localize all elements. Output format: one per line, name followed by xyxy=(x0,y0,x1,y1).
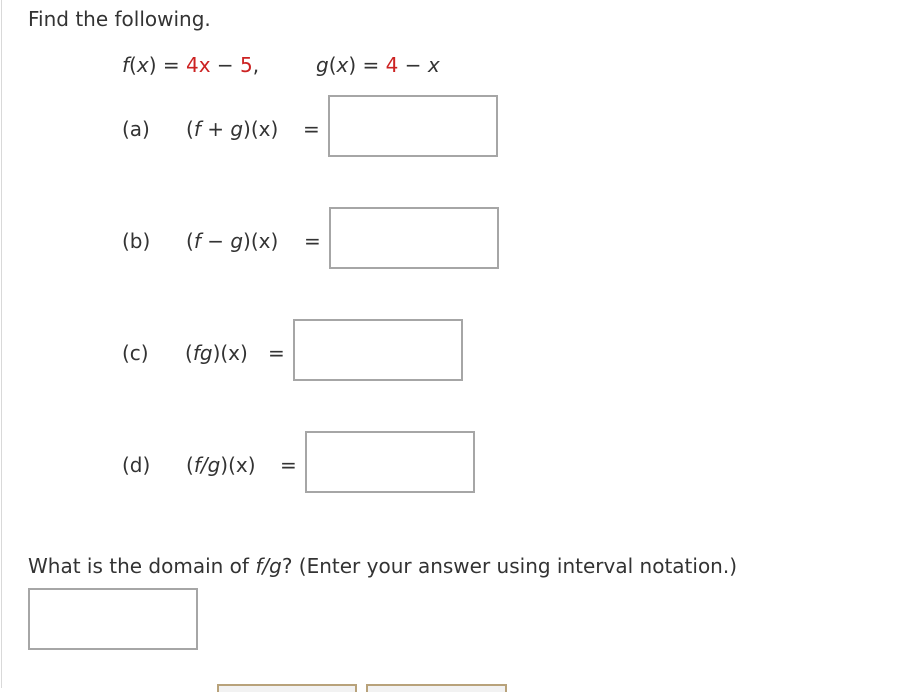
f-definition: f(x) = 4x − 5, xyxy=(122,53,260,77)
domain-question-expr: f/g xyxy=(255,554,282,578)
bottom-button-2[interactable] xyxy=(366,684,507,692)
g-var-term: x xyxy=(427,53,440,77)
part-b-label: (b) xyxy=(122,229,151,253)
instruction-text: Find the following. xyxy=(28,7,211,31)
part-c-label: (c) xyxy=(122,341,149,365)
part-c-open-paren: ( xyxy=(185,341,193,365)
part-d-expression xyxy=(186,453,256,477)
g-name: g xyxy=(316,53,329,77)
f-operator: − xyxy=(216,53,234,77)
part-d-equals: = xyxy=(280,453,297,477)
g-var: x xyxy=(336,53,349,77)
part-a-f: f xyxy=(193,117,201,141)
part-b-g: g xyxy=(230,229,244,253)
part-a-open-paren: ( xyxy=(186,117,194,141)
f-separator: , xyxy=(252,53,260,77)
part-a-equals: = xyxy=(303,117,320,141)
part-d-f-over-g: f/g xyxy=(193,453,221,477)
part-b-operator: − xyxy=(200,229,231,253)
part-b-open-paren: ( xyxy=(186,229,194,253)
part-d-open-paren: ( xyxy=(186,453,194,477)
f-var: x xyxy=(136,53,149,77)
part-a-label: (a) xyxy=(122,117,150,141)
part-b-equals: = xyxy=(304,229,321,253)
part-c-answer-input[interactable] xyxy=(293,319,463,381)
domain-question-suffix: ? (Enter your answer using interval notation.) xyxy=(281,554,738,578)
part-b-close: )(x) xyxy=(243,229,279,253)
f-constant: 5 xyxy=(240,53,253,77)
part-d-answer-input[interactable] xyxy=(305,431,475,493)
bottom-button-1[interactable] xyxy=(217,684,357,692)
part-a-expression xyxy=(186,117,278,141)
domain-question-prefix: What is the domain of xyxy=(28,554,256,578)
g-equals: = xyxy=(362,53,380,77)
part-a-operator: + xyxy=(200,117,231,141)
g-definition: g(x) = 4 − x xyxy=(316,53,440,77)
part-b-expression xyxy=(186,229,278,253)
f-linear-term: 4x xyxy=(186,53,211,77)
part-a-answer-input[interactable] xyxy=(328,95,498,157)
part-d-close: )(x) xyxy=(220,453,256,477)
g-constant: 4 xyxy=(385,53,399,77)
g-operator: − xyxy=(404,53,422,77)
part-c-equals: = xyxy=(268,341,285,365)
part-a-g: g xyxy=(230,117,244,141)
domain-answer-input[interactable] xyxy=(28,588,198,650)
part-c-close: )(x) xyxy=(212,341,248,365)
domain-question xyxy=(28,554,737,578)
part-a-close: )(x) xyxy=(243,117,279,141)
f-name: f xyxy=(122,53,130,77)
part-c-expression xyxy=(185,341,248,365)
part-b-f: f xyxy=(193,229,201,253)
f-equals: = xyxy=(162,53,180,77)
part-c-fg: fg xyxy=(192,341,213,365)
part-b-answer-input[interactable] xyxy=(329,207,499,269)
part-d-label: (d) xyxy=(122,453,151,477)
content-left-border xyxy=(1,0,2,688)
